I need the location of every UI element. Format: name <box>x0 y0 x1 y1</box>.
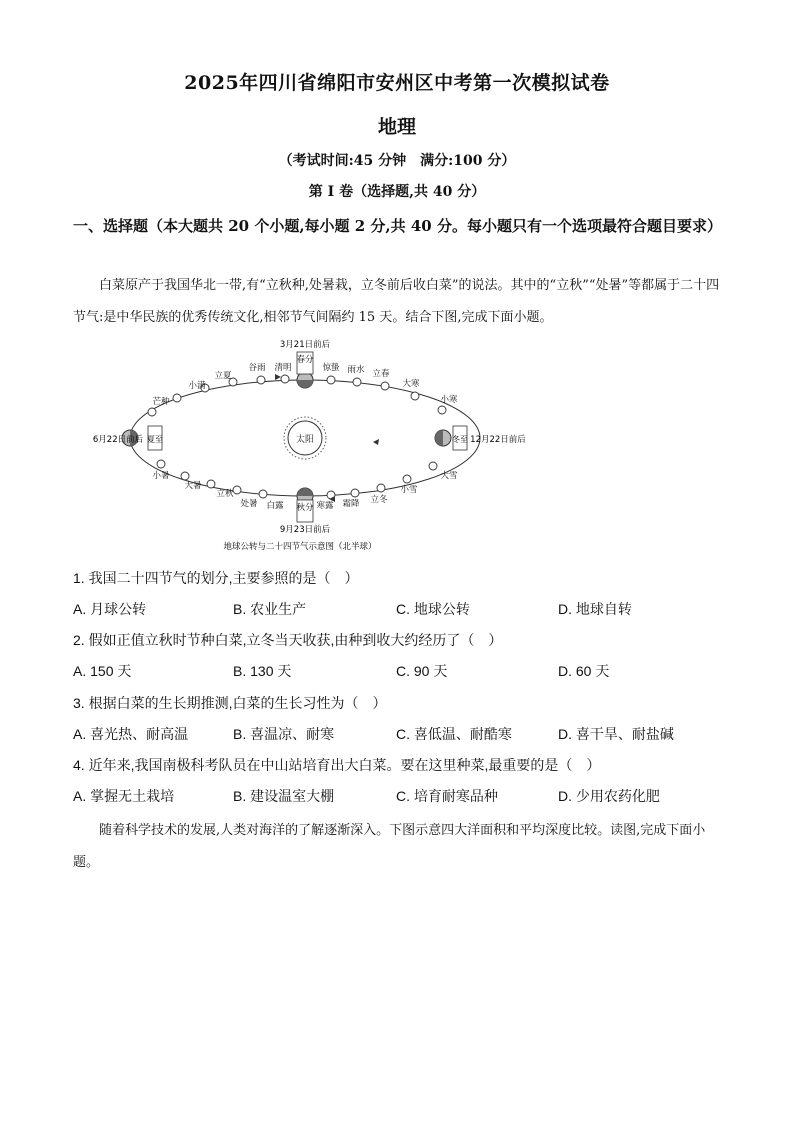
q1-option-b[interactable]: B. 农业生产 <box>233 601 307 617</box>
passage-2: 随着科学技术的发展,人类对海洋的了解逐渐深入。下图示意四大洋面积和平均深度比较。读图,完成下面小题。 <box>73 823 706 870</box>
question-3-stem: 3. 根据白菜的生长期推测,白菜的生长习性为（ ） <box>73 695 387 711</box>
winter-label: 冬至 <box>452 435 468 444</box>
q3-option-b[interactable]: B. 喜温凉、耐寒 <box>233 726 335 742</box>
section-heading: 一、选择题（本大题共 20 个小题,每小题 2 分,共 40 分。每小题只有一个选项最符合题目要求） <box>73 217 722 235</box>
q3-option-c[interactable]: C. 喜低温、耐酷寒 <box>396 726 512 742</box>
question-2-stem: 2. 假如正值立秋时节种白菜,立冬当天收获,由种到收大约经历了（ ） <box>73 632 503 648</box>
exam-info: （考试时间:45 分钟 满分:100 分） <box>278 153 516 169</box>
q2-option-d[interactable]: D. 60 天 <box>558 663 610 679</box>
arrow-icon <box>275 374 281 380</box>
term-label: 大雪 <box>440 471 458 481</box>
q2-option-b[interactable]: B. 130 天 <box>233 663 292 679</box>
term-label: 小暑 <box>152 471 170 481</box>
winter-date: 12月22日前后 <box>470 435 526 445</box>
question-4-stem: 4. 近年来,我国南极科考队员在中山站培育出大白菜。要在这里种菜,最重要的是（ ） <box>73 757 601 773</box>
figure-caption: 地球公转与二十四节气示意图（北半球） <box>223 542 377 552</box>
q4-option-b[interactable]: B. 建设温室大棚 <box>233 788 335 804</box>
q1-option-c[interactable]: C. 地球公转 <box>396 601 470 617</box>
term-label: 清明 <box>274 363 292 373</box>
exam-title: 2025年四川省绵阳市安州区中考第一次模拟试卷 <box>184 72 610 94</box>
term-label: 立夏 <box>214 371 232 381</box>
passage-1: 白菜原产于我国华北一带,有“立秋种,处暑栽，立冬前后收白菜”的说法。其中的“立秋”“处暑”等都属于二十四节气:是中华民族的优秀传统文化,相邻节气间隔约 15 天。结合下图,完成下面小题。 <box>73 278 720 325</box>
autumn-date: 9月23日前后 <box>279 525 331 535</box>
part-heading: 第 I 卷（选择题,共 40 分） <box>308 184 486 200</box>
q2-option-c[interactable]: C. 90 天 <box>396 663 448 679</box>
term-label: 小寒 <box>440 395 458 405</box>
term-label: 处暑 <box>240 499 258 509</box>
subject-title: 地理 <box>377 116 416 138</box>
autumn-label: 秋分 <box>296 503 314 513</box>
term-label: 小雪 <box>400 485 418 495</box>
term-label: 谷雨 <box>248 363 266 373</box>
sun-icon <box>284 417 326 459</box>
term-label: 白露 <box>266 501 284 511</box>
term-label: 立春 <box>372 369 390 379</box>
spring-date: 3月21日前后 <box>279 340 331 350</box>
term-label: 大寒 <box>402 379 420 389</box>
term-label: 大暑 <box>184 481 202 491</box>
q3-option-d[interactable]: D. 喜干旱、耐盐碱 <box>558 726 674 742</box>
term-label: 小满 <box>188 381 206 391</box>
arrow-icon <box>373 439 379 445</box>
summer-label: 夏至 <box>147 435 163 444</box>
earth-winter-icon <box>435 430 451 446</box>
term-label: 寒露 <box>316 501 334 511</box>
term-label: 雨水 <box>347 365 365 375</box>
q3-option-a[interactable]: A. 喜光热、耐高温 <box>73 726 189 742</box>
term-label: 立冬 <box>370 495 388 505</box>
term-label: 惊蛰 <box>322 363 340 373</box>
sun-label: 太阳 <box>295 435 315 445</box>
q4-option-a[interactable]: A. 掌握无土栽培 <box>73 788 175 804</box>
q4-option-d[interactable]: D. 少用农药化肥 <box>558 788 660 804</box>
summer-date: 6月22日前后 <box>92 435 144 445</box>
q2-option-a[interactable]: A. 150 天 <box>73 663 132 679</box>
q1-option-d[interactable]: D. 地球自转 <box>558 601 632 617</box>
solar-terms-figure <box>85 338 535 556</box>
q4-option-c[interactable]: C. 培育耐寒品种 <box>396 788 498 804</box>
q1-option-a[interactable]: A. 月球公转 <box>73 601 147 617</box>
question-1-stem: 1. 我国二十四节气的划分,主要参照的是（ ） <box>73 570 359 586</box>
term-label: 霜降 <box>342 499 360 509</box>
spring-label: 春分 <box>296 355 314 365</box>
term-label: 芒种 <box>152 397 170 407</box>
term-label: 立秋 <box>216 489 234 499</box>
